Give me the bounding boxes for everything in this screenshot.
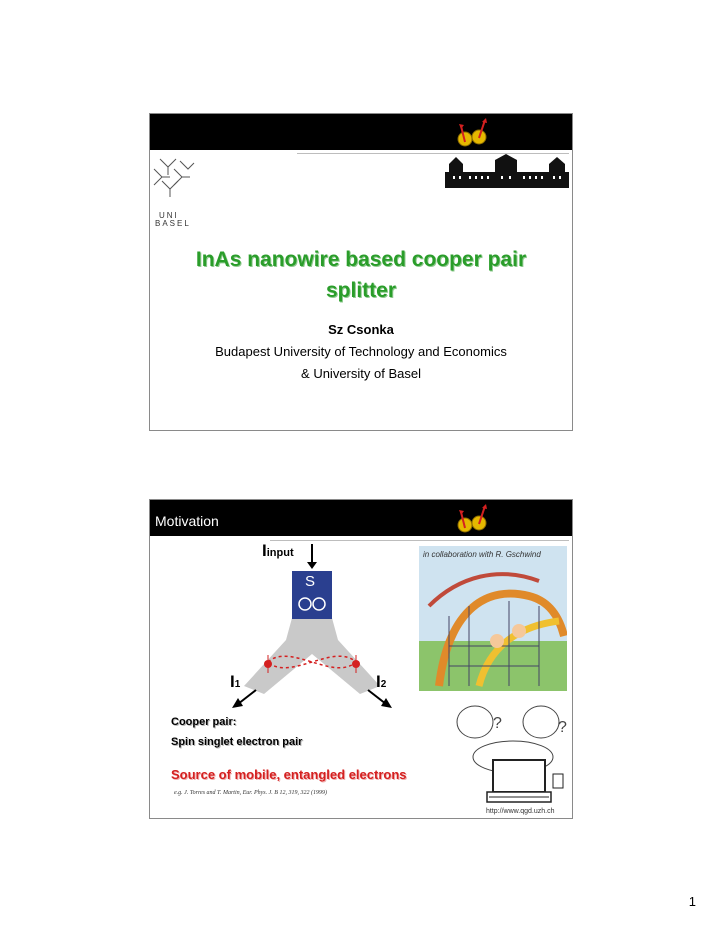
output-current-2-label	[376, 672, 386, 692]
header-rule	[270, 540, 569, 541]
spin-pair-logo-icon	[455, 502, 491, 534]
output-current-1-subscript: 1	[234, 679, 241, 690]
svg-text:?: ?	[493, 715, 502, 732]
spin-pair-logo-icon	[455, 116, 491, 148]
slide-title-line-1: InAs nanowire based cooper pair	[195, 248, 527, 271]
output-current-2-symbol: I	[376, 672, 381, 691]
superconductor-label: S	[305, 573, 316, 590]
slide-title-line-2: splitter	[325, 279, 396, 302]
affiliation-line-1: Budapest University of Technology and Economics	[215, 344, 507, 359]
output-current-1-label	[230, 672, 240, 692]
cooper-pair-heading: Cooper pair:	[171, 716, 237, 728]
output-current-2-subscript: 2	[380, 679, 387, 690]
input-current-subscript: input	[266, 547, 294, 559]
thinking-computer-cartoon-image	[453, 702, 573, 807]
slide-header-title: Motivation	[155, 513, 219, 529]
source-entangled-text: Source of mobile, entangled electrons	[171, 767, 407, 782]
cartoon-drawing	[419, 546, 567, 691]
page-number: 1	[688, 894, 696, 909]
input-current-label	[262, 541, 294, 561]
university-building-image	[445, 154, 569, 188]
reference-citation: e.g. J. Torres and T. Martin, Eur. Phys. J. B 12, 319, 322 (1999)	[174, 790, 327, 796]
cooper-pair-splitter-diagram	[220, 542, 400, 712]
title-slide	[149, 113, 573, 431]
group-url[interactable]: http://www.qgd.uzh.ch	[486, 808, 555, 815]
output-current-1-symbol: I	[230, 672, 235, 691]
logo-text-uni: UNI	[159, 211, 179, 220]
slide-header-bar	[150, 114, 572, 150]
svg-text:?: ?	[558, 719, 567, 736]
logo-text-basel: BASEL	[155, 219, 191, 228]
affiliation-line-2: & University of Basel	[301, 366, 421, 381]
rollercoaster-cartoon-image	[419, 546, 567, 691]
motivation-slide	[149, 499, 573, 819]
author-name: Sz Csonka	[328, 322, 394, 337]
input-current-symbol: I	[262, 541, 267, 560]
spin-singlet-text: Spin singlet electron pair	[171, 736, 303, 748]
collab-note: in collaboration with R. Gschwind	[423, 550, 541, 559]
uni-basel-logo-icon	[152, 155, 196, 209]
